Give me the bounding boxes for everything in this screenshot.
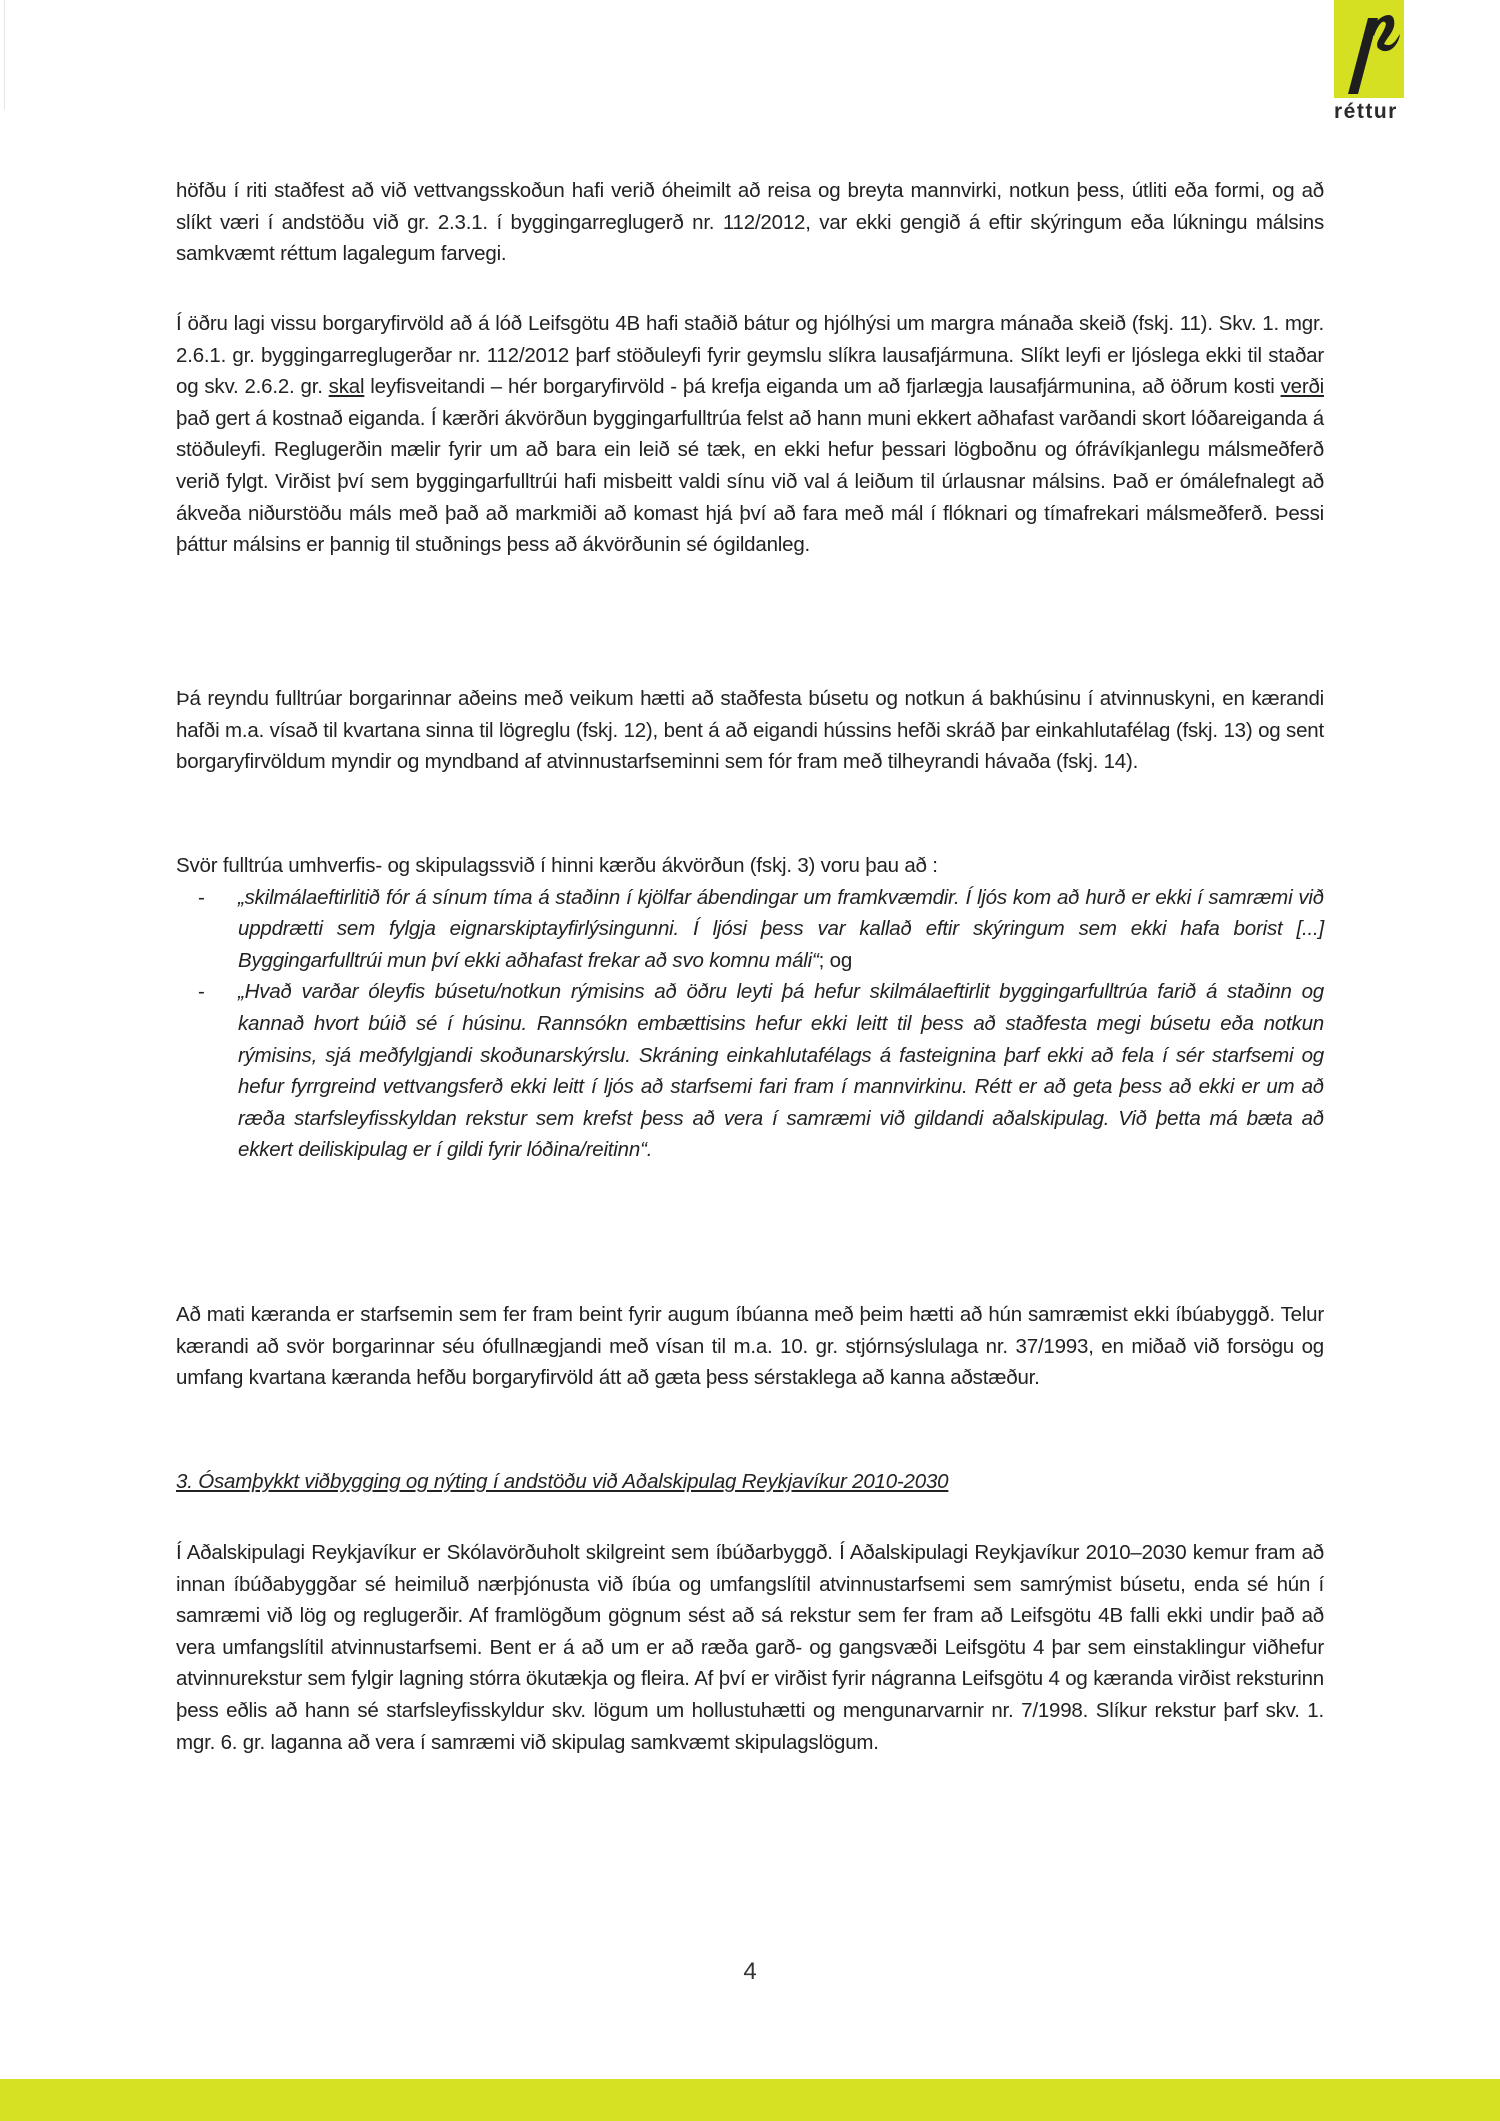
quote-tail: ; og bbox=[818, 948, 853, 972]
quote-item bbox=[176, 976, 1324, 1166]
paragraph-text: höfðu í riti staðfest að við vettvangsskoðun hafi verið óheimilt að reisa og breyta mannvirki, notkun þess, útliti eða formi, og að slíkt væri í andstöðu við gr. 2.3.1. í byggingarreglugerð nr. 112/2012, var ekki gengið á eftir skýringum eða lúkningu málsins samkvæmt réttum lagalegum farvegi. bbox=[176, 179, 1324, 266]
paragraph-4 bbox=[176, 850, 1324, 1166]
paragraph-5 bbox=[176, 1299, 1324, 1394]
underlined-word: verði bbox=[1280, 375, 1324, 399]
paragraph-text: Að mati kæranda er starfsemin sem fer fram beint fyrir augum íbúanna með þeim hætti að hún samræmist ekki íbúabyggð. Telur kærandi að svör borgarinnar séu ófullnægjandi með vísan til m.a. 10. gr. stjórnsýslulaga nr. 37/1993, en miðað við forsögu og umfang kvartana kæranda hefðu borgaryfirvöld átt að gæta þess sérstaklega að kanna aðstæður. bbox=[176, 1303, 1324, 1390]
text-segment: það gert á kostnað eiganda. Í kærðri ákvörðun byggingarfulltrúa felst að hann muni ekkert aðhafast varðandi skort lóðareiganda á stöðuleyfi. Reglugerðin mælir fyrir um að bara ein leið sé tæk, en ekki hefur þessari lögboðnu og ófrávíkjanlegu málsmeðferð verið fylgt. Virðist því sem byggingarfulltrúi hafi misbeitt valdi sínu við val á leiðum til úrlausnar málsins. Það er ómálefnalegt að ákveða niðurstöðu máls með það að markmiði að komast hjá því að fara með mál í flóknari og tímafrekari málsmeðferð. Þessi þáttur málsins er þannig til stuðnings þess að ákvörðunin sé ógildanleg. bbox=[176, 406, 1324, 557]
text-segment: Í öðru lagi vissu borgaryfirvöld að á lóð Leifsgötu 4B hafi staðið bátur og hjólhýsi um margra mánaða skeið (fskj. 11). Skv. 1. mgr. 2.6.1. gr. byggingarreglugerðar nr. 112/2012 þarf stöðuleyfi fyrir geymslu slíkra lausafjármuna. Slíkt leyfi er ljóslega ekki til staðar og skv. 2.6.2. gr. bbox=[176, 312, 1324, 399]
quote-item bbox=[176, 882, 1324, 977]
paragraph-text bbox=[176, 308, 1324, 561]
scan-edge bbox=[4, 0, 5, 110]
logo-text: réttur bbox=[1334, 100, 1398, 123]
paragraph-3 bbox=[176, 683, 1324, 778]
rettur-logo bbox=[1334, 0, 1404, 98]
quote-text: „Hvað varðar óleyfis búsetu/notkun rýmisins að öðru leyti þá hefur skilmálaeftirlit byggingarfulltrúa farið á staðinn og kannað hvort búið sé í húsinu. Rannsókn embættisins hefur ekki leitt til þess að staðfesta megi búsetu eða notkun rýmisins, sjá meðfylgjandi skoðunarskýrslu. Skráning einkahlutafélags á fasteignina þarf ekki að fela í sér starfsemi og hefur fyrrgreind vettvangsferð ekki leitt í ljós að starfsemi fari fram í mannvirkinu. Rétt er að geta þess að ekki er um að ræða starfsleyfisskyldan rekstur sem krefst þess að vera í samræmi við gildandi aðalskipulag. Við þetta má bæta að ekkert deiliskipulag er í gildi fyrir lóðina/reitinn“. bbox=[238, 980, 1324, 1162]
paragraph-text: Í Aðalskipulagi Reykjavíkur er Skólavörðuholt skilgreint sem íbúðarbyggð. Í Aðalskipulagi Reykjavíkur 2010–2030 kemur fram að innan íbúðabyggðar sé heimiluð nærþjónusta við íbúa og umfangslítil atvinnustarfsemi sem samrýmist búsetu, enda sé hún í samræmi við lög og reglugerðir. Af framlögðum gögnum sést að sá rekstur sem fer fram að Leifsgötu 4B falli ekki undir það að vera umfangslítil atvinnustarfsemi. Bent er á að um er að ræða garð- og gangsvæði Leifsgötu 4 þar sem einstaklingur viðhefur atvinnurekstur sem fylgir lagning stórra ökutækja og fleira. Af því er virðist fyrir nágranna Leifsgötu 4 og kæranda virðist reksturinn þess eðlis að hann sé starfsleyfisskyldur skv. lögum um hollustuhætti og mengunarvarnir nr. 7/1998. Slíkur rekstur þarf skv. 1. mgr. 6. gr. laganna að vera í samræmi við skipulag samkvæmt skipulagslögum. bbox=[176, 1541, 1324, 1754]
paragraph-2 bbox=[176, 308, 1324, 561]
underlined-word: skal bbox=[328, 375, 365, 399]
page-number: 4 bbox=[743, 1958, 757, 1985]
bullet-dash: - bbox=[198, 980, 205, 1004]
section-heading: 3. Ósamþykkt viðbygging og nýting í andstöðu við Aðalskipulag Reykjavíkur 2010-2030 bbox=[176, 1470, 949, 1493]
bullet-dash: - bbox=[198, 885, 205, 909]
footer-bar bbox=[0, 2079, 1500, 2121]
quote-text: „skilmálaeftirlitið fór á sínum tíma á staðinn í kjölfar ábendingar um framkvæmdir. Í ljós kom að hurð er ekki í samræmi við uppdrætti sem fylgja eignarskiptayfirlýsingunni. Í ljósi þess var kallað eftir skýringum sem ekki hafa borist [...] Byggingarfulltrúi mun því ekki aðhafast frekar að svo komnu máli“ bbox=[238, 885, 1324, 972]
paragraph-6 bbox=[176, 1537, 1324, 1758]
text-segment: leyfisveitandi – hér borgaryfirvöld - þá krefja eiganda um að fjarlægja lausafjármunina, að öðrum kosti bbox=[364, 375, 1281, 399]
r-mark-icon bbox=[1334, 0, 1404, 98]
paragraph-text: Svör fulltrúa umhverfis- og skipulagssvið í hinni kærðu ákvörðun (fskj. 3) voru þau að : bbox=[176, 854, 938, 877]
quote-list bbox=[176, 882, 1324, 1166]
paragraph-1 bbox=[176, 175, 1324, 270]
paragraph-text: Þá reyndu fulltrúar borgarinnar aðeins með veikum hætti að staðfesta búsetu og notkun á bakhúsinu í atvinnuskyni, en kærandi hafði m.a. vísað til kvartana sinna til lögreglu (fskj. 12), bent á að eigandi hússins hefði skráð þar einkahlutafélag (fskj. 13) og sent borgaryfirvöldum myndir og myndband af atvinnustarfseminni sem fór fram með tilheyrandi hávaða (fskj. 14). bbox=[176, 687, 1324, 774]
